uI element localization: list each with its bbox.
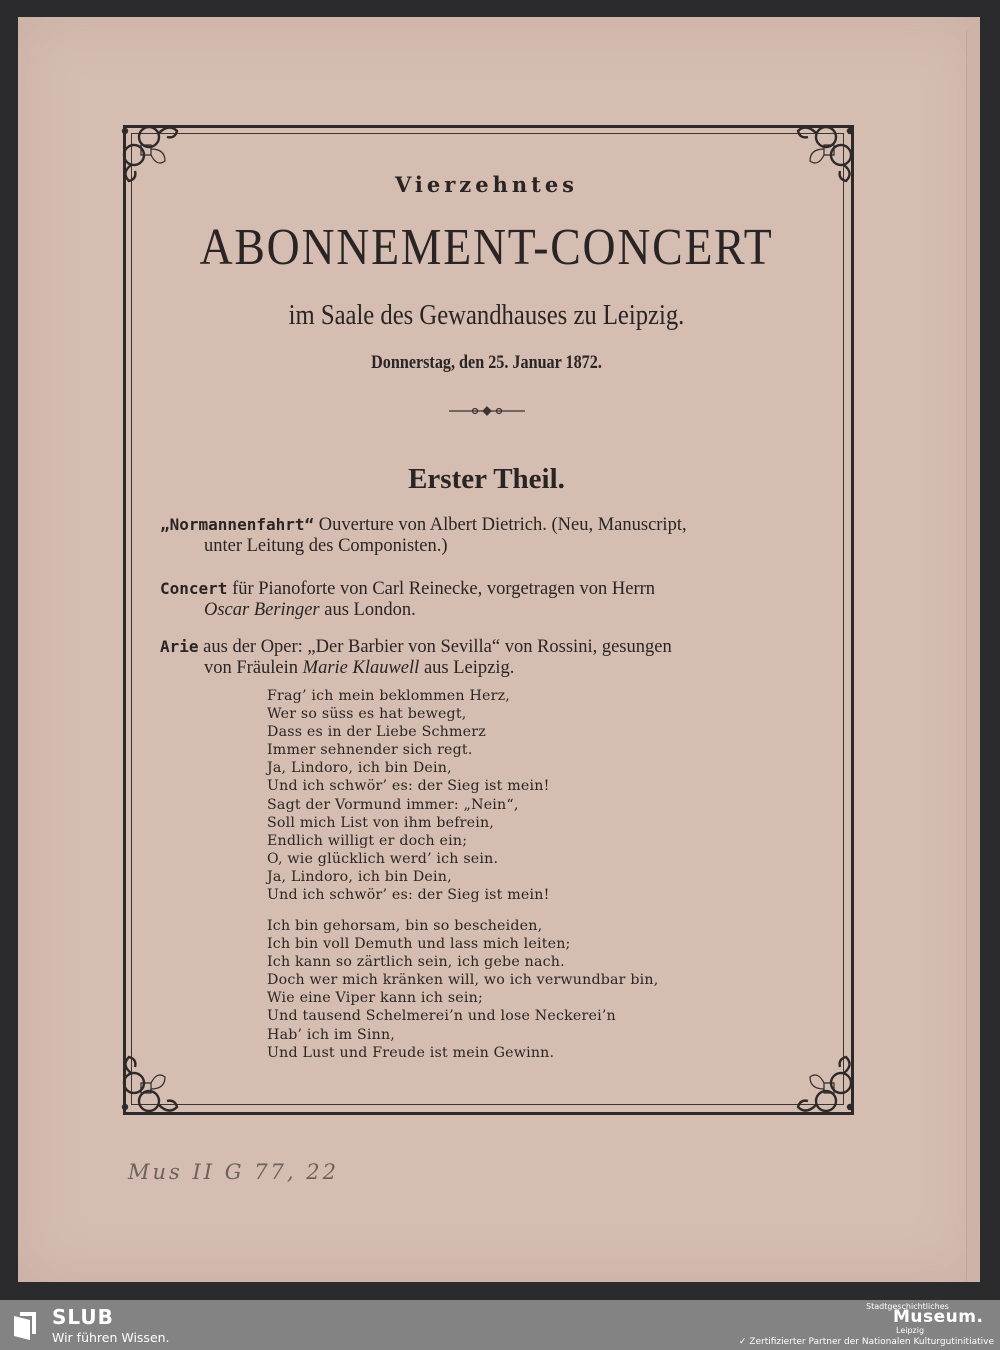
lyric-line: Wie eine Viper kann ich sein; xyxy=(267,990,483,1007)
lyric-line: Soll mich List von ihm befrein, xyxy=(267,814,495,831)
performer-origin: aus Leipzig. xyxy=(419,658,515,678)
lyric-line: Und Lust und Freude ist mein Gewinn. xyxy=(267,1044,555,1061)
program-item-title: „Normannenfahrt“ xyxy=(160,515,315,534)
paper-edge xyxy=(966,30,979,1282)
performer-origin: aus London. xyxy=(319,600,416,620)
lyric-line: Ja, Lindoro, ich bin Dein, xyxy=(267,760,452,777)
section-title: Erster Theil. xyxy=(408,463,565,495)
lyric-line: Doch wer mich kränken will, wo ich verwundbar bin, xyxy=(267,972,659,989)
lyric-line: Immer sehnender sich regt. xyxy=(267,742,473,759)
lyric-line: Und ich schwör’ es: der Sieg ist mein! xyxy=(267,778,550,795)
divider-ornament-icon xyxy=(131,405,842,417)
lyric-line: Und tausend Schelmerei’n und lose Neckerei’n xyxy=(267,1008,616,1025)
library-slogan: Wir führen Wissen. xyxy=(52,1330,170,1345)
library-name[interactable]: SLUB xyxy=(52,1305,114,1329)
lyric-line: Ich kann so zärtlich sein, ich gebe nach. xyxy=(267,954,565,971)
museum-certification: ✓ Zertifizierter Partner der Nationalen Kulturgutinitiative xyxy=(738,1337,994,1347)
performer-name: Marie Klauwell xyxy=(302,658,420,678)
program-item-title: Concert xyxy=(160,579,228,598)
lyric-line: Ja, Lindoro, ich bin Dein, xyxy=(267,868,452,885)
museum-logo[interactable]: Museum. xyxy=(893,1307,984,1327)
program-item-continuation xyxy=(160,600,820,621)
program-item-text: aus der Oper: „Der Barbier von Sevilla“ von Rossini, gesungen xyxy=(198,637,672,657)
slub-logo-icon[interactable] xyxy=(12,1312,42,1340)
venue: im Saale des Gewandhauses zu Leipzig. xyxy=(288,299,685,331)
program-item-text: Ouverture von Albert Dietrich. (Neu, Manuscript, xyxy=(314,515,687,535)
lyrics-stanza-1 xyxy=(267,687,550,904)
program-item-continuation xyxy=(160,658,820,679)
corner-flourish-icon xyxy=(117,1049,187,1119)
lyric-line: Ich bin gehorsam, bin so bescheiden, xyxy=(267,918,543,934)
program-item xyxy=(160,514,820,557)
lyrics-stanza-2 xyxy=(267,917,658,1062)
program-item-continuation: unter Leitung des Componisten.) xyxy=(204,536,448,556)
concert-date: Donnerstag, den 25. Januar 1872. xyxy=(371,352,602,373)
performer-name: Oscar Beringer xyxy=(204,600,320,620)
lyric-line: Hab’ ich im Sinn, xyxy=(267,1026,396,1043)
page-title: ABONNEMENT-CONCERT xyxy=(199,219,774,276)
performer-prefix: von Fräulein xyxy=(204,658,303,678)
lyric-line: Und ich schwör’ es: der Sieg ist mein! xyxy=(267,887,550,904)
lyric-line: O, wie glücklich werd’ ich sein. xyxy=(267,850,499,867)
handwritten-shelfmark: Mus II G 77, 22 xyxy=(128,1160,339,1184)
lyric-line: Endlich willigt er doch ein; xyxy=(267,832,468,849)
museum-prefix: Stadtgeschichtliches xyxy=(866,1302,949,1311)
corner-flourish-icon xyxy=(788,1049,858,1119)
program-item xyxy=(160,578,820,621)
program-item-text: für Pianoforte von Carl Reinecke, vorgetragen von Herrn xyxy=(227,579,656,599)
program-item-title: Arie xyxy=(160,637,199,656)
lyric-line: Sagt der Vormund immer: „Nein“, xyxy=(267,796,519,813)
museum-city: Leipzig xyxy=(896,1326,925,1335)
footer-bar xyxy=(0,1300,1000,1350)
lyric-line: Frag’ ich mein beklommen Herz, xyxy=(267,688,510,704)
lyric-line: Dass es in der Liebe Schmerz xyxy=(267,724,486,741)
concert-number: Vierzehntes xyxy=(394,172,579,197)
lyric-line: Wer so süss es hat bewegt, xyxy=(267,706,467,723)
lyric-line: Ich bin voll Demuth und lass mich leiten; xyxy=(267,936,571,953)
program-item xyxy=(160,636,820,679)
